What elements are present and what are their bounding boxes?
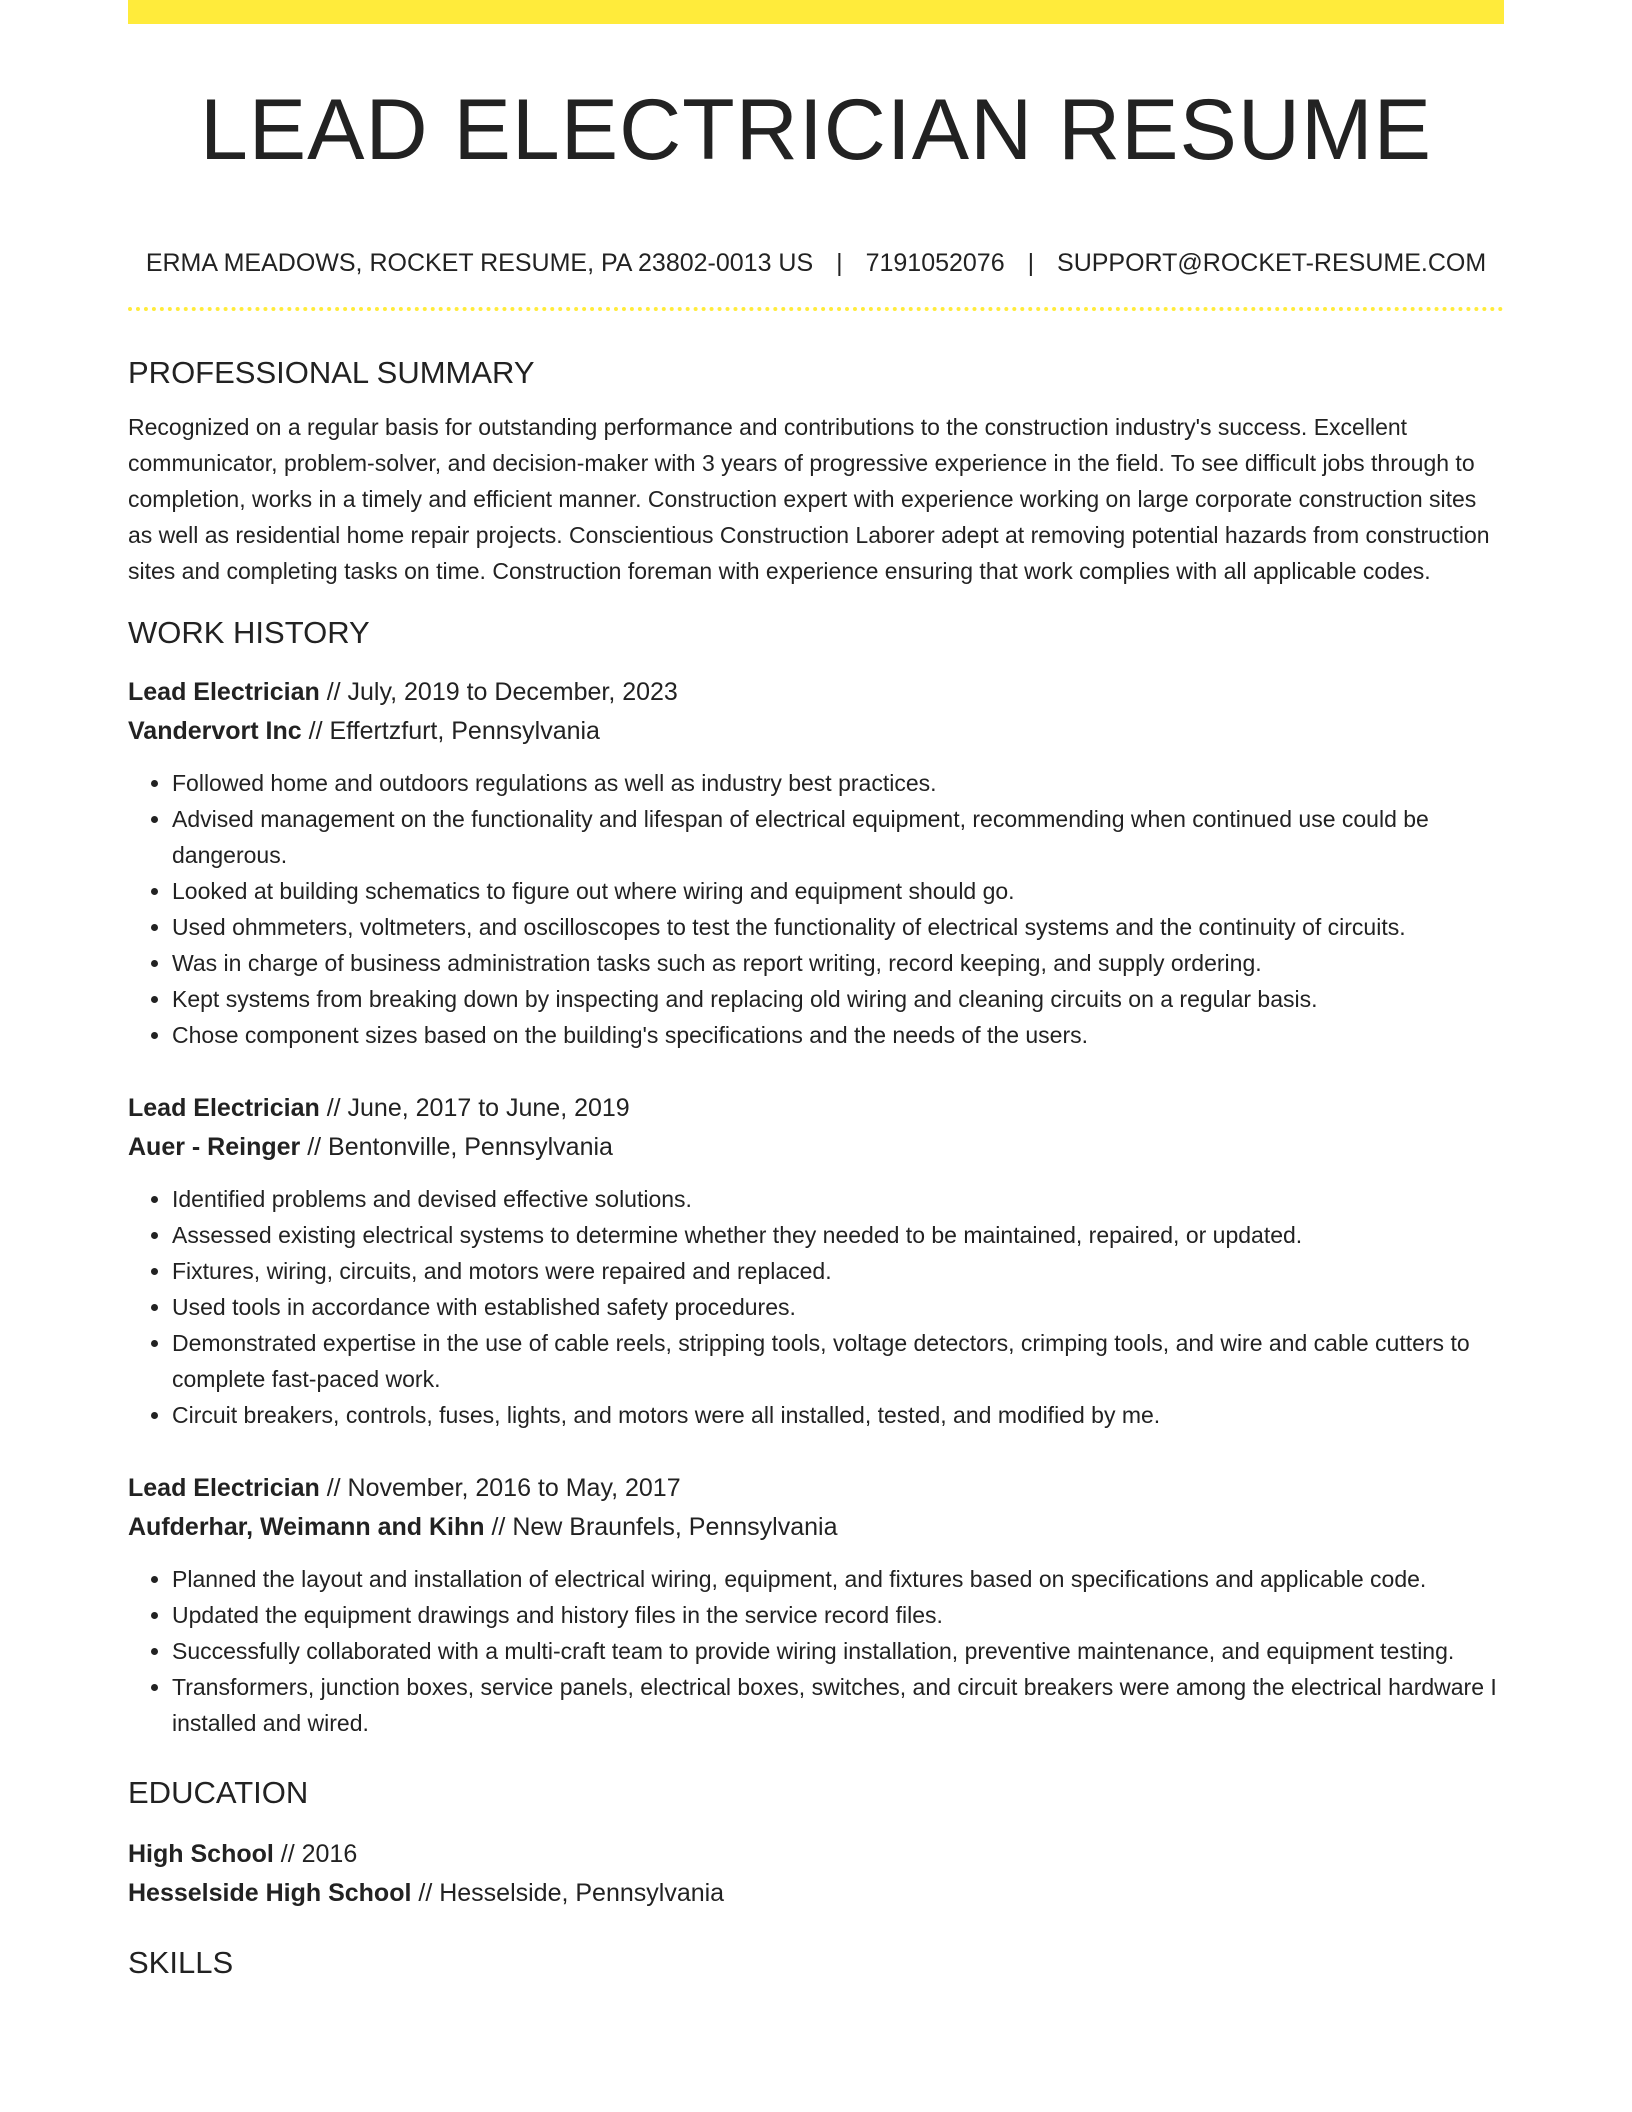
list-item: • Looked at building schematics to figure out where wiring and equipment should go. — [172, 873, 1504, 909]
job-bullets — [128, 765, 1504, 1053]
list-item: • Advised management on the functionality and lifespan of electrical equipment, recommending when continued use could be dangerous. — [172, 801, 1504, 873]
job-company: Aufderhar, Weimann and Kihn — [128, 1513, 485, 1541]
contact-address: ERMA MEADOWS, ROCKET RESUME, PA 23802-0013 US — [145, 249, 814, 277]
job-company-line — [128, 1508, 1504, 1547]
job-dates: // July, 2019 to December, 2023 — [319, 678, 678, 706]
job-title: Lead Electrician — [128, 1094, 320, 1122]
dotted-divider — [128, 307, 1504, 311]
job-company-line — [128, 712, 1504, 751]
list-item: • Was in charge of business administration tasks such as report writing, record keeping, and supply ordering. — [172, 945, 1504, 981]
list-item: • Planned the layout and installation of electrical wiring, equipment, and fixtures based on specifications and applicable code. — [172, 1561, 1504, 1597]
list-item: • Used tools in accordance with established safety procedures. — [172, 1289, 1504, 1325]
list-item: • Transformers, junction boxes, service panels, electrical boxes, switches, and circuit breakers were among the electrical hardware I installed and wired. — [172, 1669, 1504, 1741]
job-title: Lead Electrician — [128, 1474, 320, 1502]
education-location: // Hesselside, Pennsylvania — [411, 1879, 725, 1907]
contact-email: SUPPORT@ROCKET-RESUME.COM — [1057, 249, 1487, 277]
list-item: • Followed home and outdoors regulations as well as industry best practices. — [172, 765, 1504, 801]
job-title-line — [128, 1469, 1504, 1508]
job-dates: // June, 2017 to June, 2019 — [319, 1094, 630, 1122]
job-location: // New Braunfels, Pennsylvania — [484, 1513, 838, 1541]
job-bullets — [128, 1181, 1504, 1433]
job-bullets — [128, 1561, 1504, 1741]
list-item: • Circuit breakers, controls, fuses, lights, and motors were all installed, tested, and modified by me. — [172, 1397, 1504, 1433]
education-degree-line — [128, 1835, 1504, 1874]
education-heading: EDUCATION — [128, 1775, 309, 1810]
education-entry — [128, 1835, 1504, 1913]
summary-heading: PROFESSIONAL SUMMARY — [128, 355, 535, 390]
list-item: • Fixtures, wiring, circuits, and motors were repaired and replaced. — [172, 1253, 1504, 1289]
resume-content — [128, 0, 1504, 1983]
list-item: • Identified problems and devised effective solutions. — [172, 1181, 1504, 1217]
list-item: • Successfully collaborated with a multi-craft team to provide wiring installation, preventive maintenance, and equipment testing. — [172, 1633, 1504, 1669]
job-location: // Effertzfurt, Pennsylvania — [301, 717, 600, 745]
job-title-line — [128, 673, 1504, 712]
job-entry — [128, 1469, 1504, 1741]
contact-line — [128, 246, 1504, 280]
job-location: // Bentonville, Pennsylvania — [300, 1133, 613, 1161]
job-company-line — [128, 1128, 1504, 1167]
education-school: Hesselside High School — [128, 1879, 412, 1907]
education-year: // 2016 — [273, 1840, 358, 1868]
work-history-heading: WORK HISTORY — [128, 615, 370, 650]
contact-separator: | — [836, 249, 843, 277]
summary-text: Recognized on a regular basis for outstanding performance and contributions to the construction industry's success. Excellent communicator, problem-solver, and decision-maker with 3 years of progressive experience in the field. To see difficult jobs through to completion, works in a timely and efficient manner. Construction expert with experience working on large corporate construction sites as well as residential home repair projects. Conscientious Construction Laborer adept at removing potential hazards from construction sites and completing tasks on time. Construction foreman with experience ensuring that work complies with all applicable codes. — [128, 414, 1490, 584]
resume-title: LEAD ELECTRICIAN RESUME — [199, 82, 1433, 178]
job-title: Lead Electrician — [128, 678, 320, 706]
job-dates: // November, 2016 to May, 2017 — [319, 1474, 681, 1502]
list-item: • Updated the equipment drawings and history files in the service record files. — [172, 1597, 1504, 1633]
job-company: Auer - Reinger — [128, 1133, 301, 1161]
list-item: • Chose component sizes based on the building's specifications and the needs of the users. — [172, 1017, 1504, 1053]
skills-heading: SKILLS — [128, 1945, 234, 1980]
job-entry — [128, 1089, 1504, 1433]
education-school-line — [128, 1874, 1504, 1913]
job-company: Vandervort Inc — [128, 717, 302, 745]
contact-separator: | — [1027, 249, 1035, 277]
list-item: • Kept systems from breaking down by inspecting and replacing old wiring and cleaning circuits on a regular basis. — [172, 981, 1504, 1017]
job-title-line — [128, 1089, 1504, 1128]
contact-phone: 7191052076 — [865, 249, 1005, 277]
education-degree: High School — [128, 1840, 274, 1868]
list-item: • Demonstrated expertise in the use of cable reels, stripping tools, voltage detectors, crimping tools, and wire and cable cutters to complete fast-paced work. — [172, 1325, 1504, 1397]
job-entry — [128, 673, 1504, 1053]
list-item: • Used ohmmeters, voltmeters, and oscilloscopes to test the functionality of electrical systems and the continuity of circuits. — [172, 909, 1504, 945]
list-item: • Assessed existing electrical systems to determine whether they needed to be maintained, repaired, or updated. — [172, 1217, 1504, 1253]
